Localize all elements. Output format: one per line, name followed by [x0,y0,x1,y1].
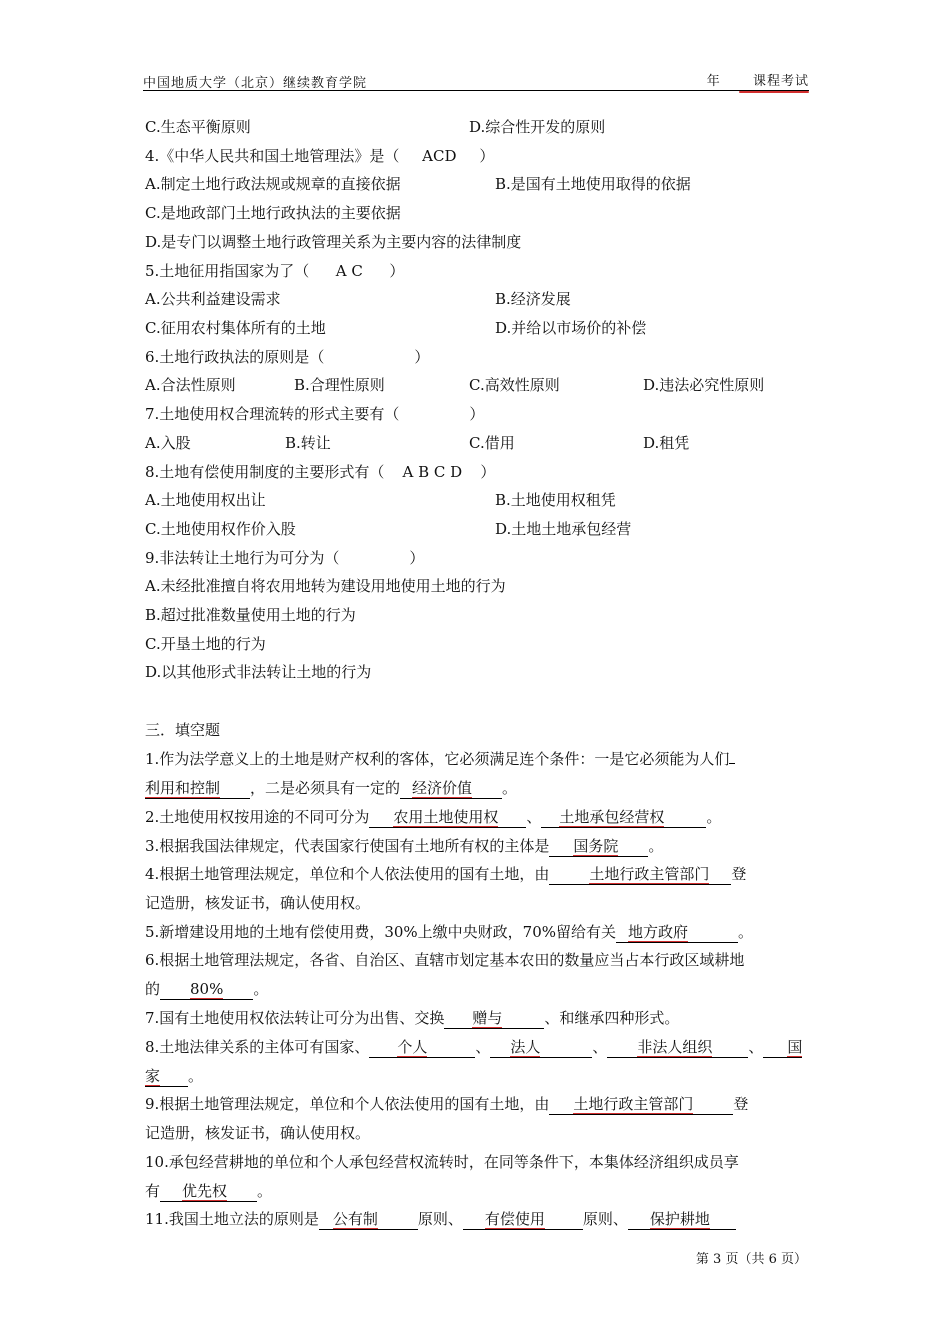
mc-q6-stem: 6.土地行政执法的原则是（ ） [145,348,430,366]
fill-q6-blank1: 80% [190,980,224,998]
q5-option-b: B.经济发展 [495,290,571,308]
fill-q5: 5.新增建设用地的土地有偿使用费，30%上缴中央财政，70%留给有关 地方政府 。 [145,923,754,941]
q9-option-b: B.超过批准数量使用土地的行为 [145,606,356,624]
fill-q1-line2: 利用和控制 ，二是必须具有一定的 经济价值 。 [145,779,518,797]
fill-q4-blank1: 土地行政主管部门 [589,865,710,883]
year-label: 年 [706,74,721,89]
q9-option-d: D.以其他形式非法转让土地的行为 [145,663,372,681]
fill-q8-line1: 8.土地法律关系的主体可有国家、 个人 、 法人 、 非法人组织 、 国 [145,1038,803,1056]
fill-q4-line1: 4.根据土地管理法规定，单位和个人依法使用的国有土地，由 土地行政主管部门 登 [145,865,747,883]
q4-option-d: D.是专门以调整土地行政管理关系为主要内容的法律制度 [145,233,522,251]
fill-q1-blank1: 利用和控制 [145,779,221,797]
fill-q10-blank1: 优先权 [182,1182,228,1200]
fill-q1-blank2: 经济价值 [412,779,473,797]
fill-q8-blank3: 非法人组织 [637,1038,713,1056]
fill-q9-line2: 记造册，核发证书，确认使用权。 [145,1124,371,1142]
q4-option-c: C.是地政部门土地行政执法的主要依据 [145,204,401,222]
q4-option-a: A.制定土地行政法规或规章的直接依据 [145,175,401,193]
fill-q1-line1: 1.作为法学意义上的土地是财产权利的客体，它必须满足连个条件：一是它必须能为人们 [145,749,735,769]
fill-q8-blank2: 法人 [510,1038,541,1056]
q9-option-c: C.开垦土地的行为 [145,635,266,653]
fill-q2-blank1: 农用土地使用权 [393,808,499,826]
q8-option-b: B.土地使用权租凭 [495,491,616,509]
fill-q7: 7.国有土地使用权依法转让可分为出售、交换 赠与 、和继承四种形式。 [145,1009,680,1027]
q5-option-c: C.征用农村集体所有的土地 [145,319,326,337]
fill-q11-blank2: 有偿使用 [484,1210,545,1228]
fill-q2: 2.土地使用权按用途的不同可分为 农用土地使用权 、 土地承包经营权 。 [145,808,722,826]
q7-option-c: C.借用 [469,434,515,452]
page-number: 第 3 页（共 6 页） [695,1252,807,1267]
fill-q8-blank1: 个人 [397,1038,428,1056]
fill-q9-line1: 9.根据土地管理法规定，单位和个人依法使用的国有土地，由 土地行政主管部门 登 [145,1095,749,1113]
q4-option-b: B.是国有土地使用取得的依据 [495,175,691,193]
q6-option-d: D.违法必究性原则 [643,376,765,394]
page-header [143,70,809,91]
q9-option-a: A.未经批准擅自将农用地转为建设用地使用土地的行为 [145,577,506,595]
fill-q5-blank1: 地方政府 [628,923,689,941]
q8-option-a: A.土地使用权出让 [145,491,266,509]
exam-label: 课程考试 [752,74,809,89]
header-red-mark [739,91,809,93]
mc-q7-stem: 7.土地使用权合理流转的形式主要有（ ） [145,405,485,423]
mc-q4-answer: ACD [422,147,457,165]
mc-q5-answer: A C [335,262,363,280]
fill-q8-blank4a: 国 [787,1038,803,1056]
mc-q8-stem: 8.土地有偿使用制度的主要形式有（ A B C D ） [145,463,496,481]
fill-q2-blank2: 土地承包经营权 [559,808,665,826]
q3-option-d: D.综合性开发的原则 [469,118,606,136]
institution-name: 中国地质大学（北京）继续教育学院 [143,76,368,91]
fill-q10-line1: 10.承包经营耕地的单位和个人承包经营权流转时，在同等条件下，本集体经济组织成员享 [145,1153,739,1171]
mc-q4-stem: 4.《中华人民共和国土地管理法》是（ ACD ） [145,147,495,165]
q7-option-b: B.转让 [285,434,331,452]
q8-option-d: D.土地土地承包经营 [495,520,632,538]
fill-q9-blank1: 土地行政主管部门 [573,1095,694,1113]
q3-option-c: C.生态平衡原则 [145,118,251,136]
q5-option-a: A.公共利益建设需求 [145,290,281,308]
q6-option-b: B.合理性原则 [294,376,385,394]
fill-q11-blank1: 公有制 [332,1210,378,1228]
fill-q3: 3.根据我国法律规定，代表国家行使国有土地所有权的主体是 国务院 。 [145,837,664,855]
q7-option-d: D.租凭 [643,434,690,452]
fill-q6-line2: 的 80% 。 [145,980,269,998]
fill-q8-blank4b: 家 [145,1067,161,1085]
q8-option-c: C.土地使用权作价入股 [145,520,296,538]
exam-title [703,70,809,89]
section-title: 三．填空题 [145,721,221,739]
fill-q4-line2: 记造册，核发证书，确认使用权。 [145,894,371,912]
fill-q11: 11.我国土地立法的原则是 公有制 原则、 有偿使用 原则、 保护耕地 [145,1209,736,1230]
mc-q9-stem: 9.非法转让土地行为可分为（ ） [145,549,425,567]
q5-option-d: D.并给以市场价的补偿 [495,319,647,337]
fill-q7-blank1: 赠与 [472,1009,503,1027]
fill-q8-line2: 家 。 [145,1067,204,1085]
fill-q6-line1: 6.根据土地管理法规定，各省、自治区、直辖市划定基本农田的数量应当占本行政区域耕地 [145,951,745,969]
fill-q10-line2: 有 优先权 。 [145,1182,273,1200]
mc-q5-stem: 5.土地征用指国家为了（ A C ） [145,262,405,280]
q6-option-a: A.合法性原则 [145,376,236,394]
fill-q3-blank1: 国务院 [573,837,619,855]
q7-option-a: A.入股 [145,434,191,452]
mc-q8-answer: A B C D [402,463,463,481]
fill-q11-blank3: 保护耕地 [649,1210,710,1228]
q6-option-c: C.高效性原则 [469,376,560,394]
